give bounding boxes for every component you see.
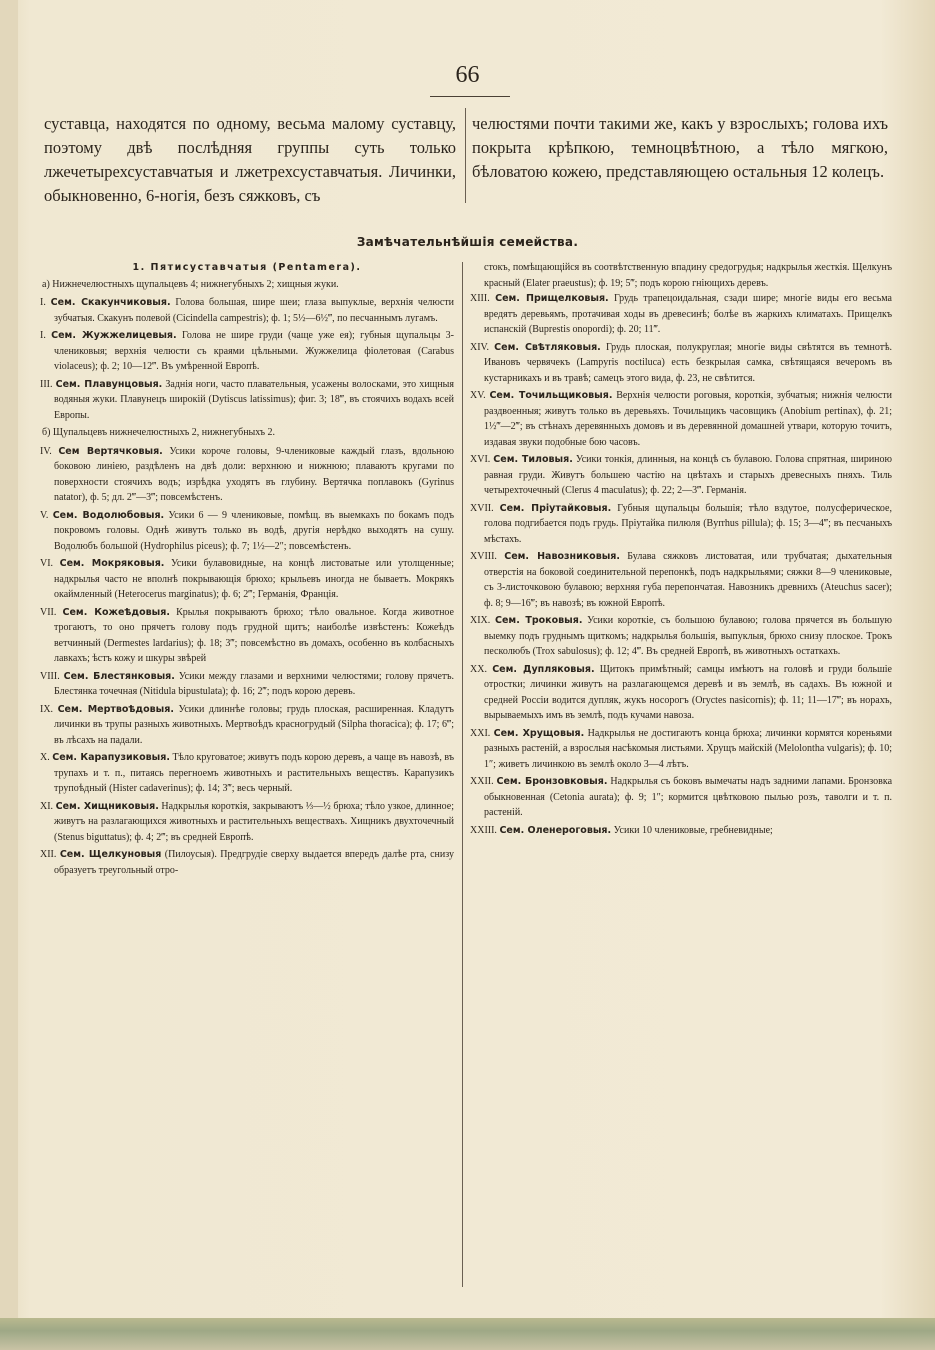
right-column [470,260,892,840]
family-heading: Сем Вертячковыя. [58,445,163,457]
family-heading: Сем. Оленероговыя. [499,824,612,836]
family-heading: Сем. Карапузиковыя. [52,752,170,763]
family-entry [470,613,892,660]
family-description: Голова не шире груди (чаще уже ея); губныя щупальцы 3-члениковыя; верхнія челюсти съ краями цѣльными. Жужжелица фіолетовая (Carabus violaceus); ф. 2; 10—12‴. Въ умѣренной Европѣ. [54,330,454,372]
family-entry [470,662,892,724]
family-heading: Сем. Бронзовковыя. [496,776,608,787]
family-number: XXII. [470,776,497,787]
family-entry [470,388,892,450]
family-description: Усики булавовидные, на концѣ листоватые или утолщенные; надкрылья часто не вполнѣ покрывающія брюхо; крыльевъ иногда не бываетъ. Мокрякъ окаймленный (Heterocerus marginatus); ф. 6; 2‴; Германія, Франція. [54,558,454,600]
column-divider [462,262,463,1287]
family-number: VIII. [40,670,64,682]
family-number: XXI. [470,727,494,739]
family-number: XIX. [470,615,496,626]
group-title: 1. Пятисуставчатыя (Pentamera). [132,262,362,273]
intro-column-divider [465,108,466,203]
family-heading: Сем. Хищниковыя. [55,800,159,812]
family-entry [470,549,892,611]
family-heading: Сем. Хрущовыя. [493,727,585,739]
family-number: XII. [40,849,60,860]
family-number: I. [40,297,51,308]
family-entry [40,295,454,326]
family-entry [40,702,454,749]
family-heading: Сем. Дупляковыя. [492,663,595,675]
family-heading: Сем. Мокряковыя. [59,558,165,569]
family-heading: Сем. Тиловыя. [493,454,573,465]
family-entry [40,508,454,555]
entries-right [470,291,892,838]
family-heading: Сем. Скакунчиковыя. [50,297,171,308]
continued-text: стокъ, помѣщающійся въ соотвѣтственную впадину средогрудья; надкрылья жесткія. Щелкунъ красный (Elater praeustus); ф. 19; 5‴; подъ корою гніющихъ деревъ. [484,262,892,289]
family-heading: Сем. Щелкуновыя [59,849,162,860]
family-description: Надкрылья не достигаютъ конца брюха; личинки кормятся кореньями разныхъ растеній, а взрослыя насѣкомыя листьями. Хрущъ майскій (Melolontha vulgaris); ф. 10; 1″; живетъ личинкою въ землѣ около 3—4 лѣтъ. [484,727,892,770]
family-description: Надкрылья короткія, закрываютъ ⅓—½ брюха; тѣло узкое, длинное; живутъ на разлагающихся животныхъ и растительныхъ веществахъ. Хищникъ двухточечный (Stenus biguttatus); ф. 4; 2‴; въ средней Европѣ. [54,800,454,843]
family-entry [470,452,892,499]
family-description: Грудь плоская, полукруглая; многіе виды свѣтятся въ темнотѣ. Ивановъ червячекъ (Lampyris noctiluca) есть безкрылая самка, свѣтящаяся вечеромъ въ кустарникахъ и въ травѣ; самецъ этого вида, ф. 23, не свѣтится. [484,341,893,384]
subgroup-a: а) Нижнечелюстныхъ щупальцевъ 4; нижнегубныхъ 2; хищныя жуки. [42,278,339,290]
family-description: Голова большая, шире шеи; глаза выпуклые, верхнія челюсти зубчатыя. Скакунъ полевой (Cicindella campestris); ф. 1; 5½—6½‴, по песчаннымъ лугамъ. [54,297,454,324]
family-heading: Сем. Прищелковыя. [495,293,609,304]
family-heading: Сем. Плавунцовыя. [55,378,163,390]
family-entry [470,340,892,387]
family-description: Усики тонкія, длинныя, на концѣ съ булавою. Голова спрятная, шириною равная груди. Живутъ большею частію на цвѣтахъ и старыхъ древесныхъ пняхъ. Тиль четырехточечный (Clerus 4 maculatus); ф. 22; 2—3‴. Германія. [484,454,892,496]
family-heading: Сем. Блестянковыя. [63,670,175,682]
family-entry [470,501,892,548]
family-description: Тѣло круговатое; живутъ подъ корою деревъ, а чаще въ навозѣ, въ трупахъ и т. п., питаясь перегноемъ животныхъ и растительныхъ веществъ. Карапузикъ трупоѣдный (Hister cadaverinus); ф. 14; 3‴; весь черный. [54,752,454,794]
family-entry [470,291,892,338]
family-number: VII. [40,606,63,618]
page-edge [0,0,18,1350]
family-heading: Сем. Водолюбовыя. [52,509,165,521]
family-description: Усики 10 члениковые, гребневидные; [611,824,773,836]
family-heading: Сем. Троковыя. [495,615,583,626]
family-description: Надкрылья съ боковъ вымечаты надъ задними лапами. Бронзовка обыкновенная (Cetonia aurata); ф. 9; 1″; кормится цвѣтковою пылью розъ, таволги и т. п. растеній. [484,776,893,818]
family-description: Усики длиннѣе головы; грудь плоская, расширенная. Кладутъ личинки въ трупы разныхъ животныхъ. Мертвоѣдъ красногрудый (Silpha thoracica); ф. 17; 6‴; въ лѣсахъ на падали. [54,703,454,746]
scan-bottom-strip [0,1318,935,1350]
family-number: III. [40,378,56,390]
family-number: XI. [40,800,56,812]
family-number: IX. [40,703,58,715]
intro-right: челюстями почти такими же, какъ у взрослыхъ; голова ихъ покрыта крѣпкою, темноцвѣтною, а тѣло мягкою, бѣловатою кожею, представляющею остальныя 12 колецъ. [472,114,888,181]
family-number: XVII. [470,502,500,514]
family-heading: Сем. Мертвоѣдовыя. [57,703,174,715]
family-entry [40,556,454,603]
family-entry [40,444,454,506]
family-entry [40,799,454,846]
family-description: Грудь трапецоидальная, сзади шире; многіе виды его весьма вредятъ деревьямъ, протачивая ходы въ древесинѣ; болѣе въ жаркихъ климатахъ. Прищелкъ испанскій (Buprestis onopordi); ф. 20; 11‴. [484,293,892,335]
family-description: Губныя щупальцы большія; тѣло вздутое, полусферическое, голова подгибается подъ грудь. Пріутайка пилюля (Byrrhus pillula); ф. 15; 3—4‴; въ песчаныхъ мѣстахъ. [484,502,892,545]
family-number: XVIII. [470,551,505,562]
family-number: XIII. [470,293,496,304]
family-entry [40,605,454,667]
family-number: XXIII. [470,824,500,836]
family-description: Щитокъ примѣтный; самцы имѣютъ на головѣ и груди большіе отростки; личинки живутъ на разлагающемся деревѣ и въ землѣ, въ садахъ. Въ южной и средней Россіи водится дупляк, жукъ носорогъ (Oryctes nasicornis); ф. 11; 11—17‴; въ норахъ, вырываемыхъ имъ въ землѣ, подъ кучами навоза. [484,663,892,721]
family-heading: Сем. Навозниковыя. [504,551,621,562]
family-number: I. [40,330,52,341]
family-description: Усики между глазами и верхними челюстями; голову прячетъ. Блестянка точечная (Nitidula bipustulata); ф. 16; 2‴; подъ корою деревъ. [54,670,454,697]
family-entry [40,847,454,878]
left-column [40,260,454,880]
family-description: Крылья покрываютъ брюхо; тѣло овальное. Когда животное трогаютъ, то оно прячетъ голову подъ грудной щитъ; наиболѣе извѣстенъ: Кожеѣдъ ветчинный (Dermestes lardarius); ф. 18; 3‴; повсемѣстно въ домахъ, особенно въ колбасныхъ лавкахъ; ѣстъ кожу и шкуры звѣрей [54,606,454,664]
family-description: Верхнія челюсти роговыя, короткія, зубчатыя; нижнія челюсти раздвоенныя; живутъ только въ деревьяхъ. Точильщикъ часовщикъ (Anobium pertinax), ф. 21; 1½‴—2‴; въ стѣнахъ деревянныхъ домовъ и въ деревянной домашней утвари, которую точитъ, издавая звуки подобные бою часовъ. [484,390,892,448]
family-entry [40,669,454,700]
family-heading: Сем. Свѣтляковыя. [494,341,601,353]
family-entry [470,726,892,773]
family-heading: Сем. Кожеѣдовыя. [62,606,170,618]
family-entry [470,823,892,839]
page-number-rule [430,96,510,97]
family-number: XV. [470,390,490,401]
entries-a [40,295,454,423]
section-title: Замѣчательнѣйшія семейства. [356,235,579,249]
family-heading: Сем. Пріутайковыя. [499,502,612,514]
family-number: X. [40,752,53,763]
family-entry [40,377,454,424]
family-entry [40,750,454,797]
family-heading: Сем. Точильщиковыя. [489,390,613,401]
family-description: Усики короче головы, 9-члениковые каждый глазъ, вдольною боковою линіею, раздѣленъ на двѣ доли: верхнюю и нижнюю; плаваютъ кругами по поверхности стоячихъ водъ; изрѣдка уходятъ въ глубину. Вертячка поплавокъ (Gyrinus natator), ф. 5; дл. 2‴—3‴; повсемѣстенъ. [54,445,454,503]
family-description: Усики короткіе, съ большою булавою; голова прячется въ большую выемку подъ груднымъ щиткомъ; надкрылья большія, выпуклыя, брюхо снизу плоское. Трокъ песколюбъ (Trox sabulosus); ф. 12; 4‴. Въ средней Европѣ, въ животныхъ остаткахъ. [484,615,892,657]
family-description: (Пилоусыя). Предгрудіе сверху выдается впередъ далѣе рта, снизу образуетъ треугольный отро- [54,849,454,876]
family-entry [470,774,892,821]
entries-b [40,444,454,879]
family-entry [40,328,454,375]
family-description: Усики 6 — 9 члениковые, помѣщ. въ выемкахъ по бокамъ подъ покровомъ головы. Однѣ живутъ только въ водѣ, другія нерѣдко выходятъ на сушу. Водолюбъ большой (Hydrophilus piceus); ф. 7; 1½—2″; повсемѣстенъ. [54,509,454,552]
family-number: V. [40,509,53,521]
page-number: 66 [455,62,480,88]
family-description: Булава сяжковъ листоватая, или трубчатая; дыхательныя отверстія на боковой соединительной перепонкѣ, подъ надкрыльями; сяжки 8—9 члениковые, съ 3-листочковою булавою; верхняя губа перепончатая. Навозникъ древнихъ (Ateuchus sacer); ф. 8; 9—16‴; въ навозѣ; въ южной Европѣ. [484,551,892,609]
family-number: IV. [40,445,59,457]
family-number: XX. [470,663,493,675]
family-heading: Сем. Жужжелицевыя. [51,330,177,341]
family-description: Заднія ноги, часто плавательныя, усажены волосками, это хищныя водяныя жуки. Плавунецъ широкій (Dytiscus latissimus); фиг. 3; 18‴, въ стоячихъ водахъ всей Европы. [54,378,454,421]
subgroup-b: б) Щупальцевъ нижнечелюстныхъ 2, нижнегубныхъ 2. [42,427,276,438]
family-number: VI. [40,558,60,569]
intro-left: суставца, находятся по одному, весьма малому суставцу, поэтому двѣ послѣдняя группы суть только лжечетырехсуставчатыя и лжетрехсуставчатыя. Личинки, обыкновенно, 6-ногія, безъ сяжковъ, съ [44,114,456,205]
family-number: XIV. [470,341,495,353]
family-number: XVI. [470,454,494,465]
